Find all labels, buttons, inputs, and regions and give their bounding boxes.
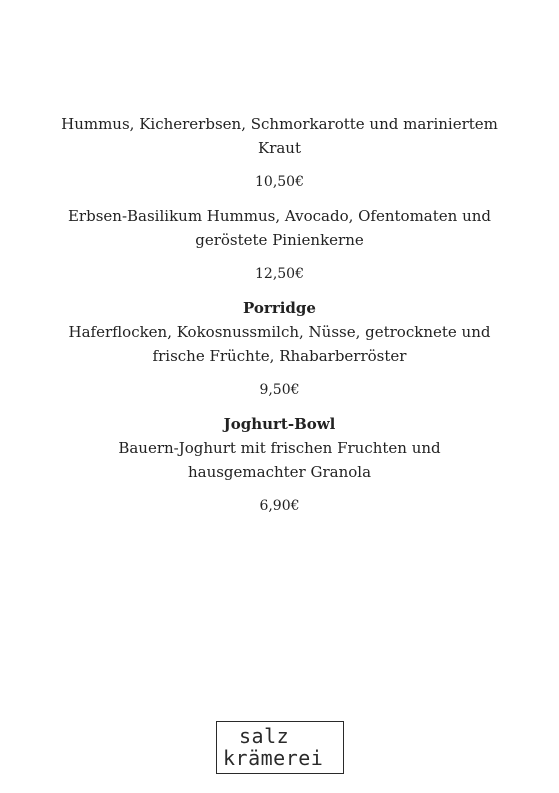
logo-text-kraemerei: krämerei xyxy=(223,746,324,770)
menu-item-price: 12,50€ xyxy=(255,266,304,282)
brand-logo xyxy=(216,721,344,774)
menu-item-description: Haferflocken, Kokosnussmilch, Nüsse, getrocknete und frische Früchte, Rhabarberröster xyxy=(68,323,491,365)
menu-item-description: Hummus, Kichererbsen, Schmorkarotte und mariniertem Kraut xyxy=(61,115,498,157)
menu-item-hummus xyxy=(0,112,559,194)
menu-item-title: Joghurt-Bowl xyxy=(223,415,336,433)
menu-item-price: 10,50€ xyxy=(255,174,304,190)
menu-list xyxy=(0,112,559,528)
menu-item-joghurt-bowl xyxy=(0,412,559,518)
menu-item-title: Porridge xyxy=(243,299,316,317)
menu-item-description: Erbsen-Basilikum Hummus, Avocado, Ofentomaten und geröstete Pinienkerne xyxy=(67,207,492,249)
menu-item-price: 9,50€ xyxy=(259,382,300,398)
menu-item-porridge xyxy=(0,296,559,402)
menu-item-description: Bauern-Joghurt mit frischen Fruchten und hausgemachter Granola xyxy=(118,439,441,481)
menu-item-price: 6,90€ xyxy=(259,498,300,514)
logo-text-salz: salz xyxy=(239,724,290,748)
menu-item-erbsen-hummus xyxy=(0,204,559,286)
